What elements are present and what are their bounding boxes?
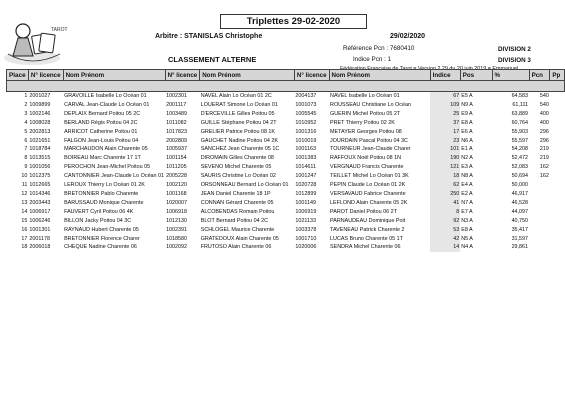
- cell-licence-3: 1001247: [295, 173, 317, 180]
- cell-nom-prenom-3: SENDRA Michel Charente 06: [330, 244, 401, 251]
- cell-nom-prenom-1: CHEQUE Nadine Charente 06: [64, 244, 137, 251]
- cell-place: 7: [24, 146, 28, 153]
- cell-licence-3: 1010019: [295, 137, 317, 144]
- cell-licence-1: 1018784: [29, 146, 51, 153]
- cell-pos: N8 A: [461, 173, 473, 180]
- cell-licence-1: 2003443: [29, 199, 51, 206]
- cell-pos: E8 A: [461, 226, 473, 233]
- cell-licence-1: 1012665: [29, 182, 51, 189]
- cell-nom-prenom-3: PAROT Daniel Poitou 06 2T: [330, 208, 397, 215]
- table-row: [7, 181, 565, 190]
- cell-pcn: 540: [539, 93, 549, 99]
- classement-title: CLASSEMENT ALTERNE: [168, 55, 257, 64]
- cell-licence-3: 1001316: [295, 128, 317, 135]
- table-row: [7, 154, 565, 163]
- cell-place: 4: [24, 119, 28, 126]
- tournament-date: 29/02/2020: [390, 33, 426, 40]
- table-row: [7, 119, 565, 128]
- cell-pcn: [529, 181, 550, 190]
- col-header-percent: %: [492, 70, 529, 81]
- cell-nom-prenom-2: CONNAN Gérard Charente 05: [200, 199, 274, 206]
- cell-nom-prenom-1: MARCHAUDON Alain Charente 05: [64, 146, 148, 153]
- cell-pp: [550, 190, 565, 199]
- reference-pcn: Référence Pcn : 7680410: [343, 45, 415, 52]
- cell-licence-3: 1020006: [295, 244, 317, 251]
- cell-pp: [550, 235, 565, 244]
- col-header-nom-3: Nom Prénom: [329, 70, 430, 81]
- cell-pcn: 296: [539, 137, 549, 144]
- cell-licence-3: 1020728: [295, 182, 317, 189]
- cell-licence-3: 1021133: [295, 217, 316, 224]
- cell-licence-1: 2001178: [29, 235, 51, 242]
- cell-licence-3: 1003378: [295, 226, 317, 233]
- cell-pp: [550, 110, 565, 119]
- cell-place: 12: [21, 190, 28, 197]
- cell-indice: 37: [430, 119, 460, 128]
- cell-nom-prenom-3: PEPIN Claude Lo Océan 01 2K: [330, 182, 406, 189]
- cell-licence-1: 1009899: [29, 101, 51, 108]
- cell-licence-2: 1006918: [166, 208, 188, 215]
- cell-percent: 64,583: [511, 93, 529, 99]
- cell-pp: [550, 163, 565, 172]
- ffb-tarot-logo: [2, 14, 68, 70]
- cell-pcn: [529, 235, 550, 244]
- cell-percent: 50,694: [511, 173, 529, 180]
- cell-indice: 42: [430, 235, 460, 244]
- cell-licence-3: 1014611: [295, 164, 316, 171]
- cell-pcn: 296: [539, 128, 549, 135]
- cell-pos: E4 A: [461, 182, 473, 189]
- cell-nom-prenom-2: SANCHEZ Jean Charente 05 1C: [200, 146, 280, 153]
- cell-licence-1: 1006246: [29, 217, 51, 224]
- cell-pp: [550, 137, 565, 146]
- cell-nom-prenom-1: BERLAND Régis Poitou 04 2C: [64, 119, 138, 126]
- cell-nom-prenom-1: CANTONNIER Jean-Claude Lo Océan 01: [64, 173, 165, 180]
- division-2-label: DIVISION 2: [498, 46, 531, 53]
- table-row: [7, 163, 565, 172]
- cell-nom-prenom-3: PRET Thierry Poitou 02 2K: [330, 119, 395, 126]
- table-row: [7, 137, 565, 146]
- cell-licence-1: 2001027: [29, 93, 51, 99]
- cell-licence-1: 1001301: [29, 226, 51, 233]
- cell-licence-2: 1002391: [166, 226, 188, 233]
- cell-indice: 190: [430, 154, 460, 163]
- cell-place: 2: [24, 101, 28, 108]
- cell-place: 13: [21, 199, 28, 206]
- cell-licence-3: 2004137: [295, 93, 317, 99]
- cell-pcn: 162: [539, 164, 549, 171]
- arbitre-label: Arbitre : STANISLAS Christophe: [155, 33, 263, 40]
- cell-nom-prenom-2: D'ERCEVILLE Gilles Poitou 05: [200, 110, 275, 117]
- table-header-row: [7, 70, 565, 81]
- indice-pcn: Indice Pcn : 1: [353, 56, 392, 63]
- division-3-label: DIVISION 3: [498, 57, 531, 64]
- cell-nom-prenom-3: TEILLET Michel Lo Océan 01 3K: [330, 173, 409, 180]
- cell-indice: 23: [430, 137, 460, 146]
- cell-place: 8: [24, 155, 28, 162]
- cell-licence-1: 2002813: [29, 128, 51, 135]
- cell-percent: 35,417: [511, 226, 529, 233]
- cell-licence-1: 1001056: [29, 164, 51, 171]
- cell-place: 11: [21, 182, 28, 189]
- cell-nom-prenom-1: CARVAL Jean-Claude Lo Océan 01: [64, 101, 150, 108]
- table-row: [7, 190, 565, 199]
- cell-indice: 92: [430, 217, 460, 226]
- cell-licence-1: 2006018: [29, 244, 51, 251]
- table-row: [7, 235, 565, 244]
- cell-licence-3: 1001383: [295, 155, 317, 162]
- cell-pcn: [529, 226, 550, 235]
- cell-nom-prenom-3: RAFFOUX Noël Poitou 08 1N: [330, 155, 402, 162]
- cell-indice: 18: [430, 172, 460, 181]
- cell-pos: E9 A: [461, 110, 473, 117]
- cell-nom-prenom-2: FRUTOSO Alain Charente 06: [200, 244, 272, 251]
- cell-percent: 29,861: [511, 244, 529, 251]
- cell-indice: 8: [430, 208, 460, 217]
- cell-licence-2: 1001154: [166, 155, 187, 162]
- cell-pp: [550, 172, 565, 181]
- cell-licence-1: 1006917: [29, 208, 51, 215]
- cell-nom-prenom-3: VERGNAUD Francis Charente: [330, 164, 404, 171]
- cell-licence-3: 1001149: [295, 199, 316, 206]
- cell-nom-prenom-3: TOURNEUR Jean-Claude Charer: [330, 146, 411, 153]
- cell-nom-prenom-2: JEAN Daniel Charente 18 1P: [200, 190, 271, 197]
- cell-pp: [550, 145, 565, 154]
- table-row: [7, 101, 565, 110]
- cell-indice: 250: [430, 190, 460, 199]
- cell-licence-2: 2002809: [166, 137, 188, 144]
- cell-licence-1: 1012375: [29, 173, 51, 180]
- cell-indice: 53: [430, 226, 460, 235]
- cell-licence-2: 1003489: [166, 110, 188, 117]
- cell-pp: [550, 92, 565, 101]
- cell-percent: 63,889: [511, 110, 529, 117]
- col-header-licence-2: N° licence: [165, 70, 200, 81]
- cell-indice: 62: [430, 181, 460, 190]
- results-table: [6, 69, 565, 252]
- cell-nom-prenom-2: DIROMAIN Gilles Charente 08: [200, 155, 274, 162]
- cell-nom-prenom-3: METAYER Georges Poitou 08: [330, 128, 402, 135]
- cell-licence-2: 1020007: [166, 199, 188, 206]
- cell-indice: 121: [430, 163, 460, 172]
- cell-licence-2: 1012130: [166, 217, 188, 224]
- cell-pp: [550, 226, 565, 235]
- cell-nom-prenom-2: GAUCHET Nadine Poitou 04 2K: [200, 137, 278, 144]
- cell-pp: [550, 101, 565, 110]
- cell-percent: 46,917: [511, 190, 529, 197]
- cell-nom-prenom-3: NAVEL Isabelle Lo Océan 01: [330, 93, 400, 99]
- cell-percent: 55,597: [511, 137, 529, 144]
- col-header-pos: Pos: [460, 70, 492, 81]
- cell-pos: E8 A: [461, 119, 473, 126]
- cell-licence-1: 1014346: [29, 190, 51, 197]
- cell-nom-prenom-3: VERSAVAUD Fabrice Charente: [330, 190, 406, 197]
- cell-indice: 41: [430, 199, 460, 208]
- cell-licence-2: 1017823: [166, 128, 188, 135]
- cell-nom-prenom-1: PEROCHON Jean-Michel Poitou 05: [64, 164, 151, 171]
- cell-nom-prenom-1: FALGON Jean-Louis Poitou 04: [64, 137, 139, 144]
- cell-place: 17: [21, 235, 28, 242]
- cell-pp: [550, 217, 565, 226]
- cell-licence-3: 1001073: [295, 101, 317, 108]
- cell-place: 15: [21, 217, 28, 224]
- cell-nom-prenom-2: GRATEDOUX Alain Charente 05: [200, 235, 279, 242]
- cell-pcn: [529, 190, 550, 199]
- col-header-pcn: Pcn: [529, 70, 550, 81]
- col-header-pp: Pp: [550, 70, 565, 81]
- cell-percent: 55,903: [511, 128, 529, 135]
- cell-percent: 52,083: [511, 164, 529, 171]
- cell-indice: 101: [430, 145, 460, 154]
- cell-licence-2: 2001117: [166, 101, 187, 108]
- cell-nom-prenom-3: JOURDAIN Pascal Poitou 04 3C: [330, 137, 408, 144]
- table-row: [7, 243, 565, 252]
- cell-nom-prenom-2: GUILLE Stéphane Poitou 04 2T: [200, 119, 277, 126]
- cell-pp: [550, 199, 565, 208]
- cell-nom-prenom-1: BRETONNIER Pablo Charente: [64, 190, 139, 197]
- table-row: [7, 110, 565, 119]
- cell-pcn: 540: [539, 101, 549, 108]
- cell-nom-prenom-3: PARNAUDEAU Dominique Poit: [330, 217, 406, 224]
- cell-licence-3: 1005545: [295, 110, 317, 117]
- cell-percent: 54,208: [511, 146, 529, 153]
- cell-pp: [550, 243, 565, 252]
- cell-pcn: [529, 199, 550, 208]
- cell-place: 6: [24, 137, 28, 144]
- cell-licence-3: 1006919: [295, 208, 317, 215]
- cell-pp: [550, 181, 565, 190]
- cell-percent: 61,111: [512, 101, 529, 108]
- cell-nom-prenom-1: LEROUX Thierry Lo Océan 01 2K: [64, 182, 145, 189]
- cell-pcn: [529, 243, 550, 252]
- cell-nom-prenom-3: LUCAS Bruno Charente 05 1T: [330, 235, 403, 242]
- cell-pos: E7 A: [461, 208, 473, 215]
- cell-pcn: [529, 217, 550, 226]
- cell-nom-prenom-3: ROUSSEAU Christiane Lo Océan: [330, 101, 411, 108]
- cell-nom-prenom-1: BARUSSAUD Monique Charente: [64, 199, 144, 206]
- cell-percent: 31,597: [511, 235, 529, 242]
- col-header-nom-1: Nom Prénom: [63, 70, 165, 81]
- cell-nom-prenom-1: ARRICOT Catherine Poitou 01: [64, 128, 138, 135]
- col-header-nom-2: Nom Prénom: [200, 70, 295, 81]
- page-title: Triplettes 29-02-2020: [220, 14, 367, 29]
- cell-nom-prenom-2: SCHLOGEL Maurice Charente: [200, 226, 275, 233]
- cell-nom-prenom-1: DEPLAIX Bernard Poitou 05 2C: [64, 110, 141, 117]
- cell-nom-prenom-1: BOIREAU Marc Charente 17 1T: [64, 155, 141, 162]
- table-row: [7, 208, 565, 217]
- cell-nom-prenom-3: TAVENEAU Patrick Charente 2: [330, 226, 405, 233]
- cell-percent: 46,528: [511, 199, 529, 206]
- cell-nom-prenom-1: GRAVOILLE Isabelle Lo Océan 01: [64, 93, 147, 99]
- cell-pos: E5 A: [461, 93, 473, 99]
- cell-pcn: 400: [539, 119, 549, 126]
- cell-pp: [550, 154, 565, 163]
- cell-licence-2: 1002301: [166, 93, 188, 99]
- cell-nom-prenom-2: GRELIER Patrice Poitou 08 1K: [200, 128, 276, 135]
- cell-pp: [550, 119, 565, 128]
- cell-pos: N2 A: [461, 155, 473, 162]
- cell-licence-3: 1001710: [295, 235, 317, 242]
- col-header-licence-1: N° licence: [28, 70, 63, 81]
- cell-nom-prenom-3: GUERIN Michel Poitou 05 2T: [330, 110, 401, 117]
- cell-nom-prenom-2: BLOT Bernard Poitou 04 2C: [200, 217, 269, 224]
- cell-nom-prenom-2: ALCOBENDAS Romain Poitou: [200, 208, 275, 215]
- cell-licence-2: 1011082: [166, 119, 187, 126]
- table-row: [7, 145, 565, 154]
- cell-pos: N3 A: [461, 217, 473, 224]
- cell-pos: N4 A: [461, 244, 473, 251]
- cell-indice: 14: [430, 243, 460, 252]
- cell-nom-prenom-3: LEFLOND Alain Charente 05 2K: [330, 199, 408, 206]
- cell-nom-prenom-2: NAVEL Alain Lo Océan 01 2C: [200, 93, 272, 99]
- cell-licence-2: 1002120: [166, 182, 188, 189]
- svg-text:TAROT: TAROT: [51, 27, 68, 33]
- cell-pp: [550, 208, 565, 217]
- cell-pos: E1 A: [461, 146, 473, 153]
- cell-nom-prenom-2: SAURIS Christine Lo Océan 02: [200, 173, 276, 180]
- cell-place: 10: [21, 173, 28, 180]
- cell-indice: 67: [430, 92, 460, 101]
- table-row: [7, 199, 565, 208]
- table-row: [7, 172, 565, 181]
- cell-licence-1: 1002146: [29, 110, 51, 117]
- table-row: [7, 226, 565, 235]
- cell-indice: 17: [430, 128, 460, 137]
- cell-pos: N6 A: [461, 137, 473, 144]
- table-row: [7, 128, 565, 137]
- cell-pos: E6 A: [461, 128, 473, 135]
- cell-indice: 25: [430, 110, 460, 119]
- cell-licence-2: 1001168: [166, 190, 187, 197]
- cell-pcn: [529, 208, 550, 217]
- cell-place: 5: [24, 128, 28, 135]
- cell-licence-1: 1021651: [29, 137, 51, 144]
- cell-nom-prenom-1: RAYNAUD Hubert Charente 05: [64, 226, 139, 233]
- cell-licence-2: 1018580: [166, 235, 188, 242]
- cell-indice: 109: [430, 101, 460, 110]
- cell-place: 3: [24, 110, 28, 117]
- cell-pos: N7 A: [461, 199, 473, 206]
- cell-place: 9: [24, 164, 28, 171]
- cell-licence-3: 1001163: [295, 146, 316, 153]
- cell-nom-prenom-1: FAUVERT Cyril Poitou 06 4K: [64, 208, 134, 215]
- cell-place: 1: [24, 93, 28, 99]
- cell-percent: 60,764: [511, 119, 529, 126]
- cell-licence-3: 1010952: [295, 119, 317, 126]
- cell-nom-prenom-1: BILLON Jacky Poitou 04 3C: [64, 217, 132, 224]
- cell-pp: [550, 128, 565, 137]
- table-row: [7, 217, 565, 226]
- cell-percent: 52,472: [511, 155, 529, 162]
- cell-nom-prenom-1: BRETONNIER Florence Charer: [64, 235, 140, 242]
- cell-pcn: 400: [539, 110, 549, 117]
- cell-licence-2: 1005937: [166, 146, 188, 153]
- cell-place: 14: [21, 208, 28, 215]
- cell-pos: N5 A: [461, 235, 473, 242]
- col-header-place: Place: [7, 70, 29, 81]
- cell-nom-prenom-2: LOUERAT Simone Lo Océan 01: [200, 101, 278, 108]
- cell-pos: N9 A: [461, 101, 473, 108]
- cell-pos: E3 A: [461, 164, 473, 171]
- cell-licence-3: 1012899: [295, 190, 317, 197]
- cell-licence-2: 1002092: [166, 244, 188, 251]
- table-row: [7, 92, 565, 101]
- col-header-licence-3: N° licence: [294, 70, 329, 81]
- cell-percent: 40,750: [511, 217, 529, 224]
- cell-pcn: 162: [539, 173, 549, 180]
- cell-place: 16: [21, 226, 28, 233]
- cell-percent: 44,097: [511, 208, 529, 215]
- cell-pcn: 219: [539, 146, 549, 153]
- cell-place: 18: [21, 244, 28, 251]
- cell-nom-prenom-2: SEVENO Michel Charente 05: [200, 164, 272, 171]
- cell-licence-1: 1008028: [29, 119, 51, 126]
- cell-pos: E2 A: [461, 190, 473, 197]
- cell-licence-2: 1011205: [166, 164, 187, 171]
- cell-percent: 50,000: [511, 182, 529, 189]
- cell-licence-1: 1013515: [29, 155, 51, 162]
- col-header-indice: Indice: [430, 70, 460, 81]
- cell-pcn: 219: [539, 155, 549, 162]
- cell-nom-prenom-2: ORSONNEAU Bernard Lo Océan 01: [200, 182, 289, 189]
- cell-licence-2: 2005228: [166, 173, 188, 180]
